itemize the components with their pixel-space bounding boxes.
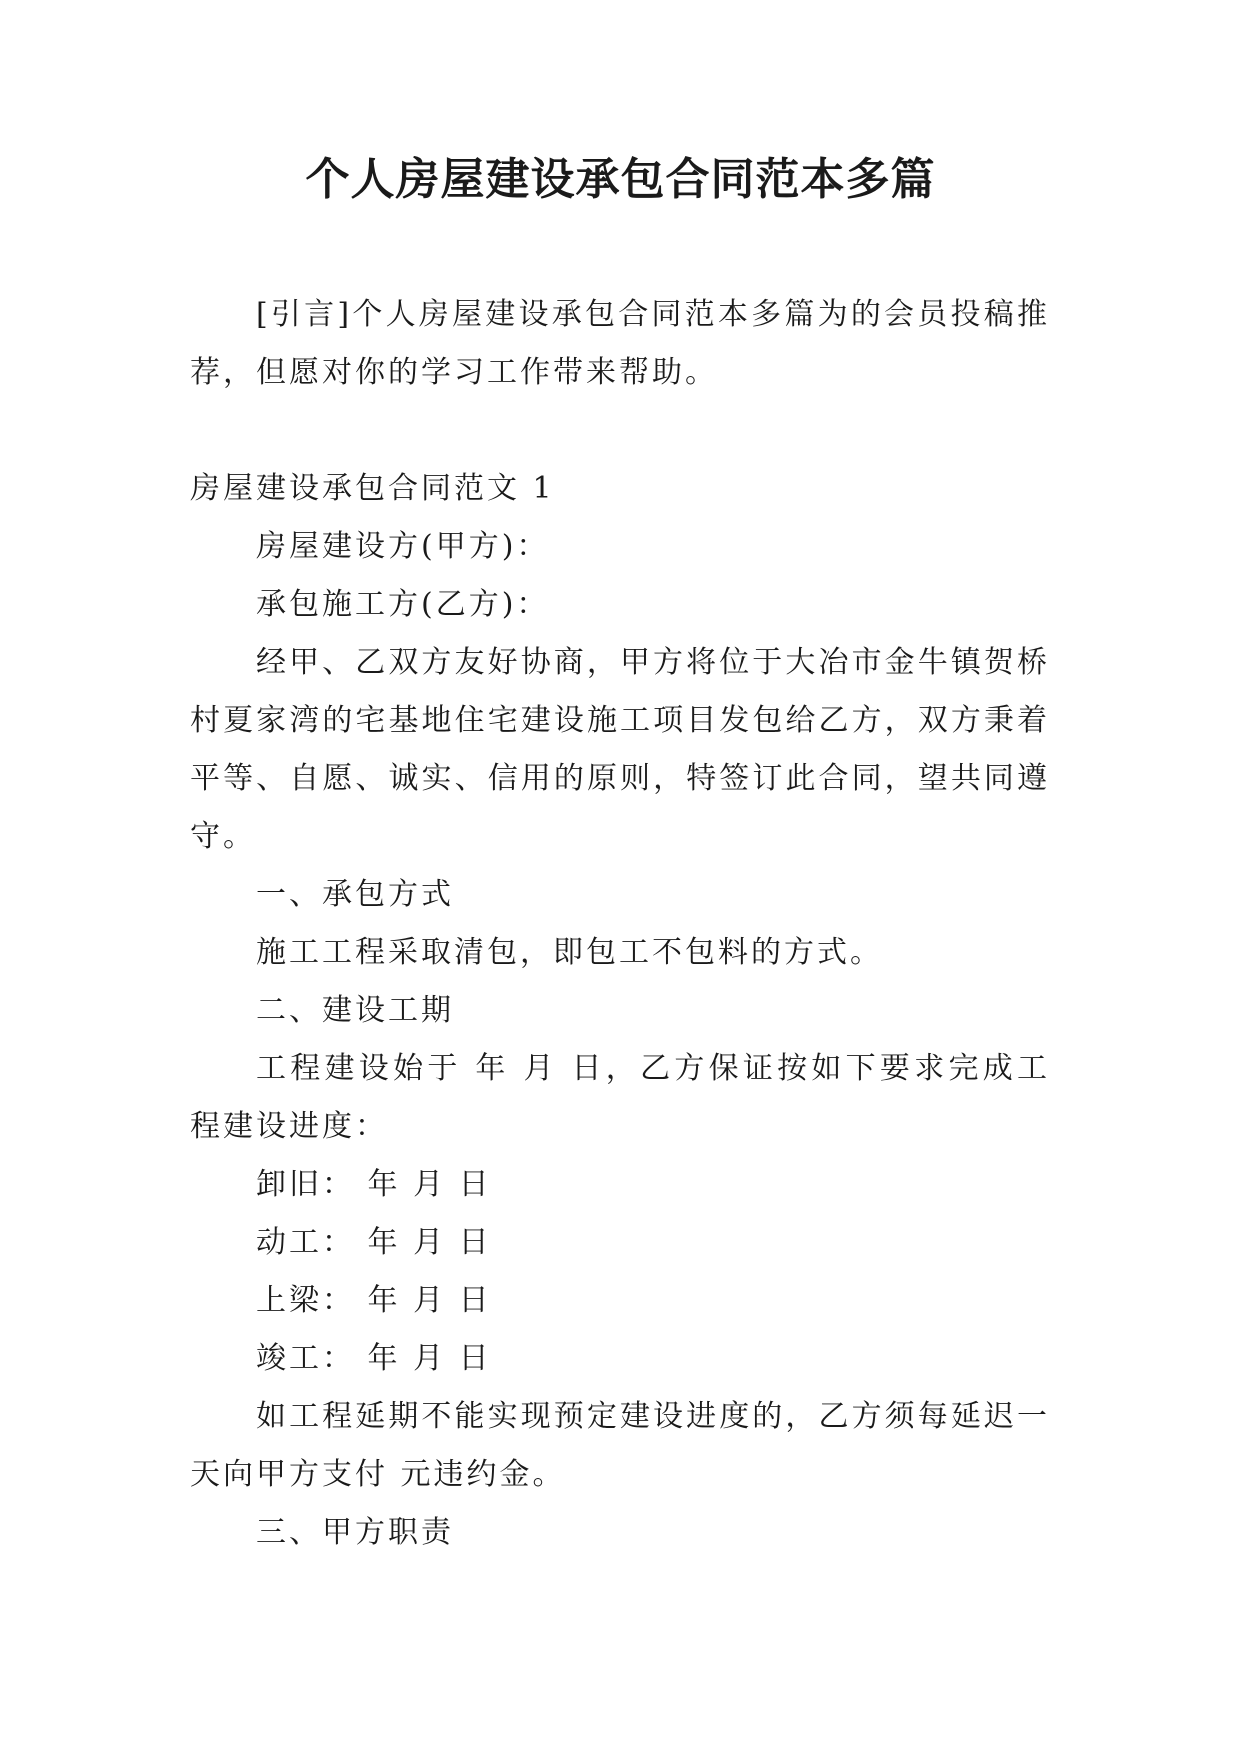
agreement-paragraph: 经甲、乙双方友好协商，甲方将位于大冶市金牛镇贺桥村夏家湾的宅基地住宅建设施工项目发包给乙方，双方秉着平等、自愿、诚实、信用的原则，特签订此合同，望共同遵守。 — [190, 645, 1050, 854]
blank-line — [190, 402, 1050, 460]
contract-method-text: 施工工程采取清包，即包工不包料的方式。 — [256, 935, 883, 970]
clause-heading-party-a-duties: 三、甲方职责 — [256, 1515, 454, 1550]
party-a-line: 房屋建设方(甲方)： — [256, 529, 550, 564]
schedule-complete: 竣工： 年 月 日 — [256, 1341, 492, 1376]
document-title: 个人房屋建设承包合同范本多篇 — [305, 154, 936, 205]
schedule-beam: 上梁： 年 月 日 — [256, 1283, 492, 1318]
section-heading: 房屋建设承包合同范文 1 — [190, 471, 555, 506]
clause-heading-contract-method: 一、承包方式 — [256, 877, 454, 912]
document-body — [190, 286, 1050, 1562]
schedule-demolish: 卸旧： 年 月 日 — [256, 1167, 492, 1202]
party-b-line: 承包施工方(乙方)： — [256, 587, 550, 622]
delay-penalty: 如工程延期不能实现预定建设进度的，乙方须每延迟一天向甲方支付 元违约金。 — [190, 1399, 1050, 1492]
schedule-start: 动工： 年 月 日 — [256, 1225, 492, 1260]
intro-paragraph: [引言]个人房屋建设承包合同范本多篇为的会员投稿推荐，但愿对你的学习工作带来帮助。 — [190, 297, 1050, 390]
schedule-intro: 工程建设始于 年 月 日，乙方保证按如下要求完成工程建设进度： — [190, 1051, 1050, 1144]
clause-heading-schedule: 二、建设工期 — [256, 993, 454, 1028]
